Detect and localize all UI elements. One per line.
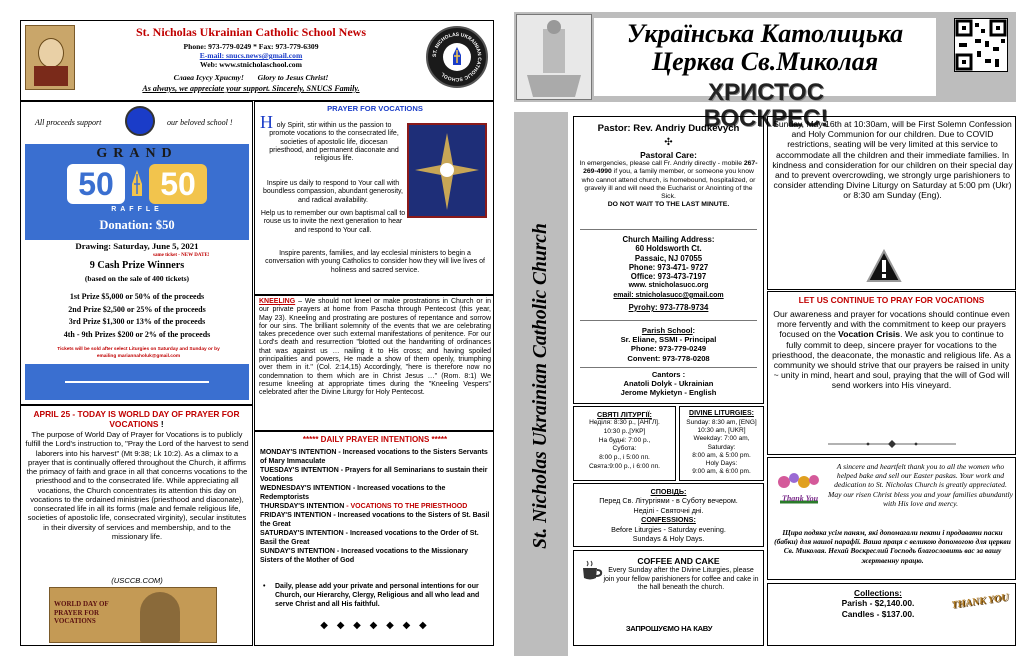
parish-school [574, 326, 763, 363]
prayer-day-title: APRIL 25 - TODAY IS WORLD DAY OF PRAYER FOR VOCATIONS ! [33, 409, 240, 429]
raffle-poster [25, 144, 249, 240]
address-line2: Passaic, NJ 07055 [634, 253, 703, 263]
daily-intentions-box [254, 431, 494, 646]
school-seal [426, 26, 488, 88]
church-website[interactable]: www. stnicholasucc.org [628, 282, 709, 290]
prayer-day-box [20, 405, 253, 646]
pastor-box [573, 116, 764, 404]
liturgies-en-title: DIVINE LITURGIES: [689, 410, 754, 417]
liturgies-ua-box [573, 406, 676, 481]
prayer-dropcap: H [260, 112, 273, 132]
trident-icon [125, 166, 149, 202]
thanks-box [767, 457, 1016, 580]
prayer-para4: Inspire parents, families, and lay ecclesial ministers to begin a conversation with young Catholics to consider how they will live lives of holiness and sacred service. [265, 250, 485, 274]
prayer-para2: Inspire us daily to respond to Your call with boundless compassion, abundant generosity, and radical availability. [263, 180, 403, 204]
seal-text: ST. NICHOLAS UKRAINIAN CATHOLIC SCHOOL [431, 31, 483, 83]
cantors [574, 370, 763, 398]
thank-you-badge-text: Thank You [781, 494, 819, 503]
cantor-english: Jerome Mykietyn - English [620, 388, 717, 398]
collections-title: Collections: [854, 588, 902, 598]
mailing-address [574, 235, 763, 312]
prayer-para1: oly Spirit, stir within us the passion to promote vocations to the consecrated life, societies of apostolic life, diocesan priesthood, and permanent diaconate and religious life. [269, 122, 399, 163]
raffle-drawing: Drawing: Saturday, June 5, 2021 [75, 241, 199, 251]
resurrection-icon [516, 14, 592, 100]
intention-monday: MONDAY'S INTENTION - Increased vocations to the Sisters Servants of Mary Immaculate [260, 449, 488, 465]
vocations-image [49, 587, 217, 643]
diamonds-divider: ◆ ◆ ◆ ◆ ◆ ◆ ◆ [320, 620, 430, 631]
qr-code[interactable] [954, 18, 1008, 72]
first-confession-text: Sunday, May 16th at 10:30am, will be First Solemn Confession and Holy Communion for our children. Due to COVID restrictions, seating will be very limited at this service to accommodate all the children and their immediate families. In kindness and consideration for our children on their special day and to prevent overcrowding, we strongly urge parishioners to consider attending Divine Liturgy on Saturday at 5:00 pm (Ukr) or 8:30 am Sunday (Eng). [772, 119, 1013, 201]
raffle-based-on: (based on the sale of 400 tickets) [84, 274, 190, 283]
greeting-ua: Слава Ісусу Христу! [173, 73, 244, 82]
raffle-number-left: 50 [67, 164, 125, 204]
continue-pray-box [767, 291, 1016, 455]
pyrohy-phone: Pyrohy: 973-778-9734 [628, 303, 709, 313]
confessions-box [573, 483, 764, 547]
pastoral-care-warning: DO NOT WAIT TO THE LAST MINUTE. [607, 201, 730, 209]
thanks-en: A sincere and heartfelt thank you to all the women who helped bake and sell our Easter paskas. Your work and dedication to St. Nicholas Church is greatly appreciated. May our risen Christ bless you and your families abundantly with His love and mercy. [828, 462, 1013, 508]
newsletter-email-link[interactable]: E-mail: snucs.news@gmail.com [199, 51, 303, 60]
raffle-box [20, 101, 253, 405]
raffle-banner-left: All proceeds support [35, 118, 102, 127]
prayer-day-source: (USCCB.COM) [111, 576, 163, 585]
prayer-title: PRAYER FOR VOCATIONS [327, 104, 423, 113]
collections-parish: Parish - $2,140.00. [841, 598, 915, 609]
vocations-image-text: WORLD DAY OF PRAYER FOR VOCATIONS [54, 600, 109, 625]
daily-intentions-title: ***** DAILY PRAYER INTENTIONS ***** [302, 435, 448, 444]
coffee-box [573, 550, 764, 646]
church-email[interactable]: email: stnicholasucc@gmail.com [613, 291, 724, 299]
collections-thank-you-badge: THANK YOU [950, 592, 1010, 611]
raffle-prize-4: 4th - 9th Prizes $200 or 2% of the proceeds [63, 329, 211, 339]
prayer-for-vocations-box [254, 101, 494, 295]
greeting-en: Glory to Jesus Christ! [257, 73, 329, 82]
intention-thursday: THURSDAY'S INTENTION - VOCATIONS TO THE PRIESTHOOD [260, 503, 468, 510]
daily-intentions-bullet: • Daily, please add your private and personal intentions for our Church, our Hierarchy, Clergy, Religious and all who lead and serve Christ and all His faithful. [263, 583, 480, 608]
raffle-number-right: 50 [149, 164, 207, 204]
raffle-new-date: same ticket - NEW DATE! [153, 253, 210, 258]
raffle-bottom-band [25, 364, 249, 400]
address-line1: 60 Holdsworth Ct. [635, 244, 702, 254]
mailing-title: Church Mailing Address: [622, 235, 715, 244]
ornament-divider [828, 435, 956, 443]
intention-friday: FRIDAY'S INTENTION - Increased vocations to the Sisters of St. Basil the Great [260, 512, 490, 528]
kneeling-text [259, 298, 491, 398]
raffle-school-logo [125, 106, 155, 136]
church-title-line1: Українська Католицька [626, 19, 904, 48]
daily-intentions-list [260, 448, 490, 565]
intention-saturday: SATURDAY'S INTENTION - Increased vocations to the Order of St. Basil the Great [260, 530, 479, 546]
intention-sunday: SUNDAY'S INTENTION - Increased vocations to the Missionary Sisters of the Mother of God [260, 548, 468, 564]
collections-text [808, 588, 948, 619]
liturgies-en-list: Sunday: 8:30 am, [ENG] 10:30 am, [UKR] Weekday: 7:00 am, Saturday: 8:00 am, & 5:00 pm. Holy Days: 9:00 am, & 6:00 pm. [686, 419, 757, 476]
kneeling-body: – We should not kneel or make prostrations in Church or in our private prayers at home from Pascha through Pentecost (this year, May 23). Kneeling and prostrating are postures of repentance and sorrow for our sins. The brilliant solemnity of the events that we are celebrating takes precedence over such external manifestations of penitence. For our Lord's death and resurrection "blotted out the handwriting of ordinances that was against us … nailing it to His cross; and having spoiled principalities and powers, He made a show of them openly, triumphing over them in it." (Col. 2:14,15) Accordingly, "here is therefore now no condemnation to them which are in Christ Jesus …" (Rom. 8:1) We resume kneeling at appropriate times during the "Kneeling Vespers" celebrated after the Divine Liturgy for Holy Pentecost. [259, 298, 491, 397]
confessions-title-ua: СПОВІДЬ: [650, 487, 687, 496]
collections-box [767, 583, 1016, 646]
church-phone: Phone: 973-471- 9727 [628, 262, 709, 272]
coffee-invite: ЗАПРОШУЄМО НА КАВУ [625, 624, 713, 633]
jesus-shepherd-figure [140, 592, 180, 642]
prayer-day-title-mark: ! [160, 419, 164, 429]
coffee-title: COFFEE AND CAKE [637, 556, 720, 566]
raffle-grand: GRAND [96, 146, 178, 161]
side-band [514, 112, 568, 656]
cantor-ukrainian: Anatoli Dolyk - Ukrainian [623, 379, 714, 389]
intention-tuesday: TUESDAY'S INTENTION - Prayers for all Seminarians to sustain their Vocations [260, 467, 488, 483]
pastor-title: Pastor: Rev. Andriy Dudkevych [597, 123, 740, 134]
confessions-title-en: CONFESSIONS: [641, 515, 696, 525]
pastoral-care-text: In emergencies, please call Fr. Andriy directly - mobile 267-269-4990 if you, a family member, or someone you know who cannot attend church, is homebound, hospitalized, or gravely ill and will need the Eucharist or Anointing of the Sick. DO NOT WAIT TO THE LAST MINUTE. [579, 160, 758, 209]
pastor-mobile: 267-269-4990 [583, 160, 758, 176]
intention-wednesday: WEDNESDAY'S INTENTION - Increased vocations to the Redemptorists [260, 485, 446, 501]
newsletter-appreciation: As always, we appreciate your support. Sincerely, SNUCS Family. [142, 84, 360, 93]
st-nicholas-icon [25, 25, 75, 90]
raffle-winners: 9 Cash Prize Winners [89, 260, 185, 271]
raffle-divider [46, 360, 231, 362]
kneeling-box [254, 295, 494, 431]
collections-candles: Candles - $137.00. [841, 608, 915, 619]
thanks-ua: Щира подяка усім паням, які допомагали пекти і продавати паски (бабки) для нашої парафії. Ваша праця с великою допомогою для церкви Св. Миколая. Нехай Воскреслий Господь благословить вас за вашу жертвенну працю. [774, 528, 1011, 565]
raffle-prizes [25, 291, 249, 341]
raffle-donation: Donation: $50 [99, 218, 175, 232]
raffle-notice: Tickets will be sold after select Liturgies on Saturday and Sunday or by emailing mariannaholuk@gmail.com [57, 347, 220, 359]
raffle-word: RAFFLE [111, 206, 163, 213]
cross-icon: ✣ [664, 137, 673, 148]
raffle-banner [25, 116, 249, 132]
liturgies-ua-title: СВЯТІ ЛІТУРГІЇ: [597, 410, 652, 419]
newsletter-phone: Phone: 973-779-0249 * Fax: 973-779-6309 [183, 42, 319, 51]
confessions-text: СПОВІДЬ: Перед Св. Літургіями - в Суботу вечером. Неділі - Святочні дні. CONFESSIONS: Before Liturgies - Saturday evening. Sundays & Holy Days. [574, 487, 763, 543]
newsletter-header [20, 20, 494, 101]
continue-pray-body: Our awareness and prayer for vocations should continue even more fervently and with the commitment to keep our prayers focused on the Vocation Crisis. We ask you to continue to fully commit to deep, sincere prayer for vocations to the priesthood, the deaconate, the monastic and religious life. As a community we should strive that our prayers be raised in unity ~ unity in mind, heart and soul, praying that the will of God will send workers into His vineyard. [772, 309, 1011, 391]
newsletter-email [81, 51, 421, 60]
cantors-title: Cantors : [651, 370, 686, 379]
raffle-prize-3: 3rd Prize $1,300 or 13% of the proceeds [68, 317, 206, 326]
christ-is-risen: ХРИСТОС ВОСКРЕС! [703, 79, 829, 132]
liturgies-ua-list: Неділя: 8:30 р., [АНГЛ]. 10:30 р.,[УКР] На будні: 7:00 р., Субота: 8:00 р., і 5:00 пп. Свята:9:00 р., і 6:00 пп. [589, 419, 660, 470]
kneeling-term: KNEELING [259, 298, 296, 305]
thank-you-flowers [774, 472, 824, 512]
newsletter-web: Web: www.stnicholaschool.com [200, 60, 302, 69]
warning-icon [866, 249, 902, 283]
school-phone: Phone: 973-779-0249 [630, 344, 707, 354]
side-church-name: St. Nicholas Ukrainian Catholic Church [530, 223, 551, 549]
prayer-day-body: The purpose of World Day of Prayer for Vocations is to publicly fulfill the Lord's instruction to, "Pray the Lord of the harvest to send laborers into his harvest" (Mt 9:38; Lk 10:2). As a climax to a prayer that is continually offered throughout the Church, it affirms the primacy of faith and grace in all that concerns vocations to the priesthood and to the consecrated life. While appreciating all vocations, the Church concentrates its attention this day on vocations to the ordained ministries (priesthood and diaconate), consecrated life in all its forms (male and female religious life, societies of apostolic life, consecrated virginity), secular institutes in their diversity of services and membership, and to the missionary life. [25, 430, 249, 541]
coffee-body: Every Sunday after the Divine Liturgies, please join your fellow parishioners for coffee and cake in the hall beneath the church. [603, 567, 759, 592]
school-principal: Sr. Eliane, SSMI - Principal [620, 335, 717, 345]
bullet-icon: • [263, 583, 266, 590]
pastoral-care-title: Pastoral Care: [640, 150, 697, 160]
prayer-para3: Help us to remember our own baptismal call to rouse us to invite the next generation to hear and respond to Your call. [260, 210, 406, 234]
church-title-line2: Церква Св.Миколая [651, 47, 879, 76]
raffle-banner-right: our beloved school ! [167, 118, 233, 127]
raffle-prize-1: 1st Prize $5,000 or 50% of the proceeds [69, 292, 205, 301]
school-title: Parish School: [641, 326, 696, 335]
first-confession-box [767, 116, 1016, 290]
raffle-prize-2: 2nd Prize $2,500 or 25% of the proceeds [68, 304, 206, 314]
holy-spirit-image [407, 123, 487, 218]
newsletter-title: St. Nicholas Ukrainian Catholic School News [135, 25, 367, 39]
liturgies-en-box [679, 406, 764, 481]
continue-pray-title: LET US CONTINUE TO PRAY FOR VOCATIONS [798, 295, 985, 305]
church-office: Office: 973-473-7197 [630, 272, 707, 282]
newsletter-greetings [81, 73, 421, 82]
vocation-crisis: Vocation Crisis [838, 329, 901, 340]
convent-phone: Convent: 973-778-0208 [627, 353, 710, 363]
